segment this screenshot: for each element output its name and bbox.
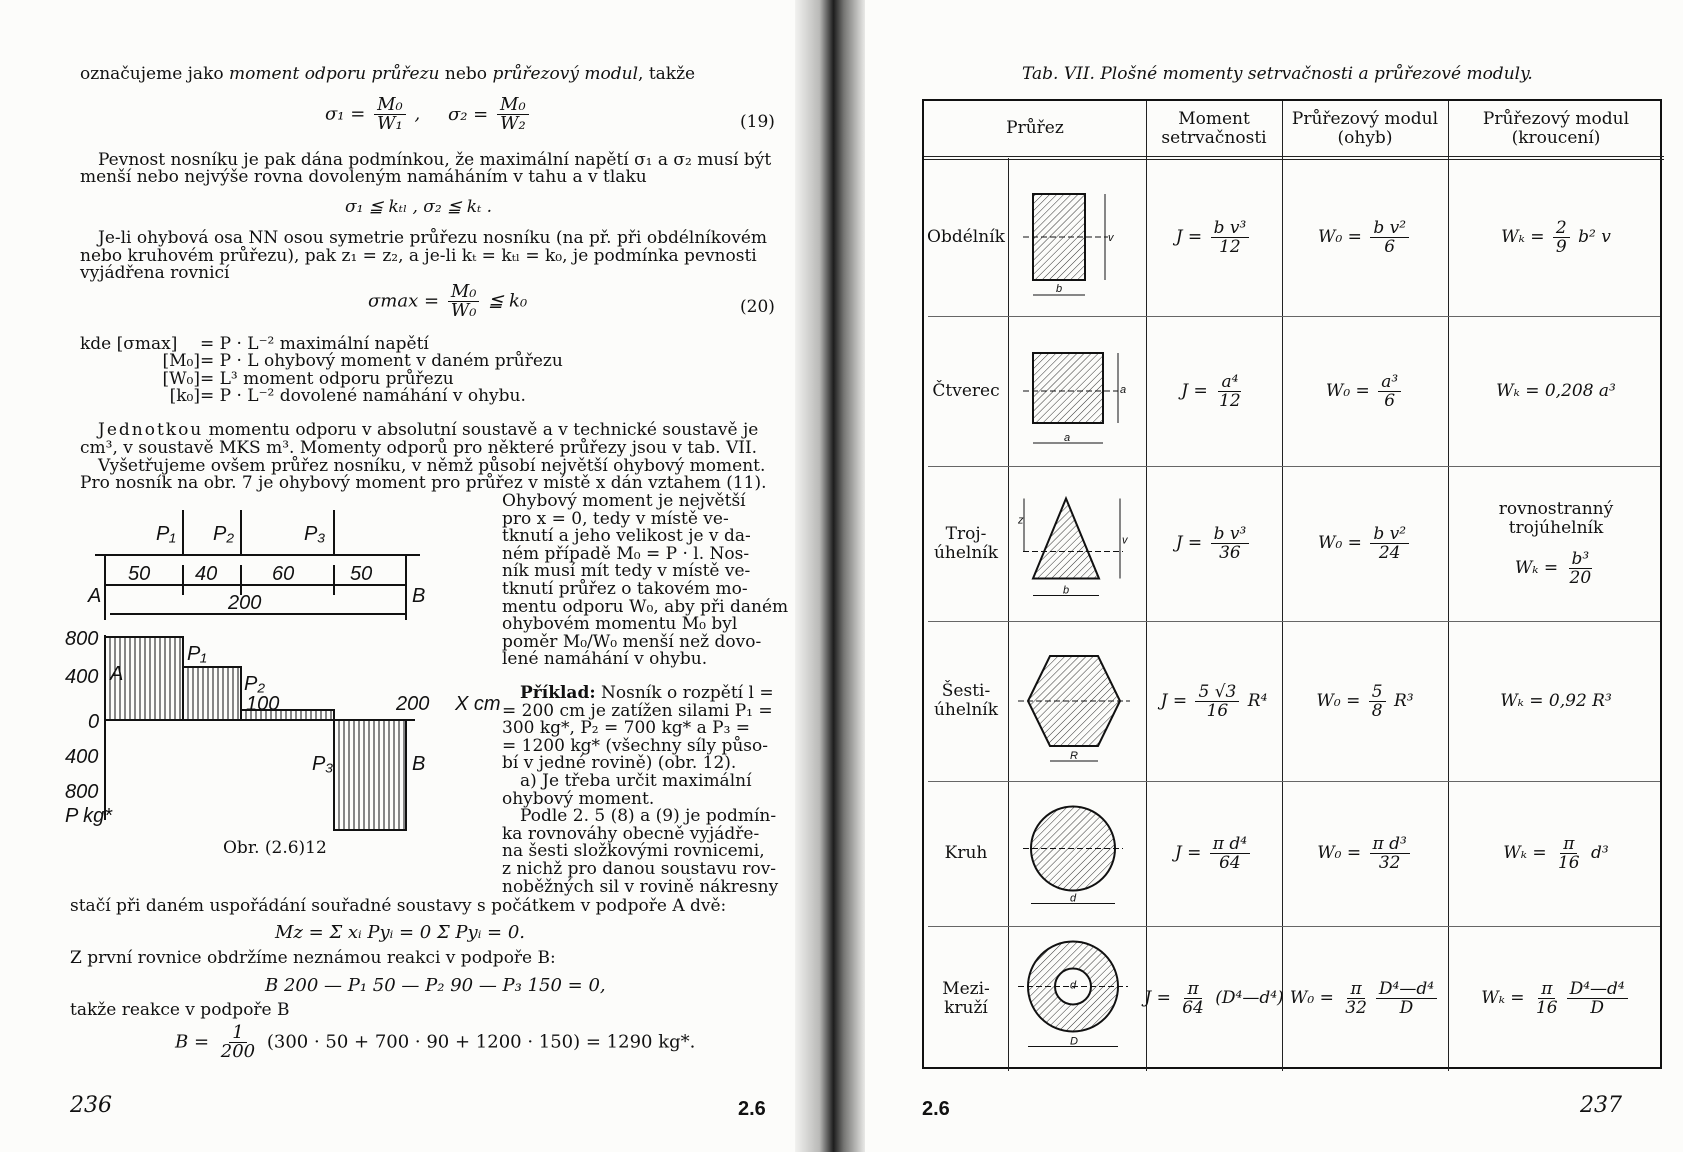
support-label: A (88, 585, 102, 607)
cross-section-drawing (1008, 316, 1146, 466)
equation-moment: Mz = Σ xᵢ Pyᵢ = 0 Σ Pyᵢ = 0. (275, 922, 526, 943)
section-modulus-torsion: Wₖ = 0,92 R³ (1500, 690, 1612, 711)
span-label: 60 (272, 563, 295, 585)
paragraph-5: Z první rovnice obdržíme neznámou reakci v podpoře B: (70, 948, 556, 968)
unit-row: [M₀]= P · L ohybový moment v daném průřezu (162, 351, 563, 371)
svg-text:b: b (1063, 584, 1070, 597)
section-modulus-bending: W₀ = $\frac{\text{b v²}}{6}$ (1282, 158, 1448, 316)
section-modulus-torsion: rovnostranný trojúhelník Wₖ = $\frac{\text{b³}}{20}$ (1498, 499, 1614, 588)
svg-text:d: d (1070, 979, 1077, 992)
diagram-label: P₂ (244, 673, 265, 695)
span-label: 40 (195, 563, 218, 585)
right-column-line: pro x = 0, tedy v místě ve- (502, 508, 729, 529)
example-line: noběžných sil v rovině nákresny (502, 876, 779, 897)
example-line: ohybový moment. (502, 788, 655, 809)
paragraph-2-line-3: vyjádřena rovnicí (80, 263, 230, 283)
section-modulus-bending: W₀ = $\frac{\text{π d³}}{32}$ (1282, 781, 1448, 926)
figure-caption: Obr. (2.6)12 (223, 838, 327, 858)
equation-number-19: (19) (740, 112, 775, 132)
moment-of-inertia: J = $\frac{\text{π d⁴}}{64}$ (1146, 781, 1282, 926)
y-tick: 400 (65, 666, 99, 688)
svg-text:a: a (1064, 432, 1071, 444)
cross-section-name: Čtverec (932, 380, 1000, 401)
span-label: 50 (350, 563, 373, 585)
equation-number-20: (20) (740, 297, 775, 317)
equation-reaction: B 200 — P₁ 50 — P₂ 90 — P₃ 150 = 0, (265, 975, 606, 996)
example-line: ka rovnováhy obecně vyjádře- (502, 823, 760, 844)
column-header: Moment setrvačnosti (1161, 108, 1267, 148)
total-span-label: 200 (228, 592, 262, 614)
svg-text:b: b (1056, 283, 1063, 295)
example-line: z nichž pro danou soustavu rov- (502, 859, 777, 879)
support-label: B (412, 585, 426, 607)
cross-section-drawing (1008, 926, 1146, 1071)
section-modulus-bending: W₀ = $\frac{\pi}{32}$ $\frac{\text{D⁴—d⁴}}{D}$ (1282, 926, 1448, 1071)
paragraph-2-line-1: Je-li ohybová osa NN osou symetrie průřezu nosníku (na př. při obdélníkovém (98, 228, 768, 248)
section-modulus-bending: W₀ = $\frac{5}{8}$ R³ (1316, 681, 1414, 721)
diagram-label: A (110, 663, 124, 685)
diagram-label: P₃ (312, 753, 334, 775)
section-modulus-torsion: Wₖ = $\frac{2}{9}$ b² v (1501, 217, 1611, 257)
diagram-label: P₁ (187, 643, 207, 665)
right-column-line: ohybovém momentu M₀ byl (502, 614, 738, 635)
table-title: Tab. VII. Plošné momenty setrvačnosti a průřezové moduly. (1022, 64, 1533, 84)
moment-of-inertia: J = $\frac{\text{b v³}}{12}$ (1146, 158, 1282, 316)
cross-section-drawing (1008, 158, 1146, 316)
force-label: P₂ (213, 523, 234, 545)
example-line: 300 kg*, P₂ = 700 kg* a P₃ = (502, 718, 751, 739)
right-column-line: ník musí mít tedy v místě ve- (502, 561, 751, 582)
example-line: = 200 cm je zatížen silami P₁ = (502, 700, 773, 721)
units-paragraph-line-2: cm³, v soustavě MKS m³. Momenty odporů pro některé průřezy jsou v tab. VII. (80, 438, 758, 458)
header-divider (924, 156, 1664, 157)
section-modulus-bending: W₀ = $\frac{\text{b v²}}{24}$ (1282, 466, 1448, 621)
right-column-line: Ohybový moment je největší (502, 491, 746, 511)
diagram-label: B (412, 753, 426, 775)
section-modulus-torsion: Wₖ = 0,208 a³ (1496, 380, 1616, 401)
moment-of-inertia: J = $\frac{\text{a⁴}}{12}$ (1181, 371, 1241, 411)
moment-of-inertia: J = $\frac{\pi}{64}$ (D⁴—d⁴) (1144, 979, 1284, 1018)
svg-text:d: d (1070, 892, 1077, 905)
paragraph-3-line-1: Vyšetřujeme ovšem průřez nosníku, v němž působí největší ohybový moment. (98, 456, 766, 476)
paragraph-1-line-2: menší nebo nejvýše rovna dovoleným namáháním v tahu a v tlaku (80, 167, 647, 187)
intro-line: označujeme jako moment odporu průřezu nebo průřezový modul, takže (80, 64, 696, 84)
paragraph-3-line-2: Pro nosník na obr. 7 je ohybový moment pro průřez v místě x dán vztahem (11). (80, 473, 767, 493)
cross-section-name: Kruh (944, 843, 988, 863)
section-modulus-torsion: Wₖ = $\frac{\pi}{16}$ d³ (1503, 834, 1609, 873)
equation-final: B = $\frac{1}{200}$ (300 · 50 + 700 · 90 + 1200 · 150) = 1290 kg*. (175, 1022, 696, 1062)
right-column-line: tknutí a jeho velikost je v da- (502, 526, 751, 547)
force-label: P₁ (156, 523, 176, 545)
svg-text:v: v (1108, 232, 1114, 244)
x-axis-label: X cm (455, 693, 501, 715)
right-column-line: poměr M₀/W₀ menší než dovo- (502, 631, 762, 652)
span-label: 50 (128, 563, 151, 585)
moment-of-inertia: J = $\frac{\text{b v³}}{36}$ (1146, 466, 1282, 621)
column-header: Průřez (1006, 118, 1064, 138)
y-tick: 400 (65, 746, 99, 768)
column-header: Průřezový modul (ohyb) (1291, 108, 1439, 148)
svg-text:D: D (1070, 1035, 1078, 1048)
example-line: = 1200 kg* (všechny síly půso- (502, 735, 768, 756)
example-line: a) Je třeba určit maximální (520, 771, 752, 791)
cross-section-name: Mezi- kruží (942, 978, 990, 1018)
unit-row: [k₀]= P · L⁻² dovolené namáhání v ohybu. (169, 386, 526, 406)
cross-section-drawing (1008, 621, 1146, 781)
paragraph-4: stačí při daném uspořádání souřadné soustavy s počátkem v podpoře A dvě: (70, 896, 727, 916)
y-tick: 800 (65, 628, 99, 650)
example-line: bí v jedné rovině) (obr. 12). (502, 753, 737, 774)
section-right: 2.6 (922, 1098, 950, 1120)
unit-row: [W₀]= L³ moment odporu průřezu (162, 369, 454, 389)
cross-section-drawing (1008, 466, 1146, 621)
equation-19: σ₁ = $\frac{\text{M₀}}{\text{W₁}}$ , σ₂ = $\frac{\text{M₀}}{\text{W₂}}$ (325, 96, 532, 133)
paragraph-6: takže reakce v podpoře B (70, 1000, 290, 1020)
y-axis-label: P kg* (65, 805, 113, 827)
right-column-line: lené namáhání v ohybu. (502, 649, 708, 670)
inequality: σ₁ ≦ kₜₗ , σ₂ ≦ kₜ . (345, 197, 493, 217)
units-paragraph-line-1: Jednotkou momentu odporu v absolutní soustavě a v technické soustavě je (98, 420, 759, 440)
book-gutter (795, 0, 865, 1152)
right-column-line: ném případě M₀ = P · l. Nos- (502, 543, 750, 564)
y-tick: 800 (65, 781, 99, 803)
paragraph-1-line-1: Pevnost nosníku je pak dána podmínkou, že maximální napětí σ₁ a σ₂ musí být (98, 150, 772, 170)
unit-row: kde [σmax] = P · L⁻² maximální napětí (80, 334, 429, 354)
svg-text:R: R (1070, 750, 1078, 762)
cross-section-name: Šesti- úhelník (933, 681, 999, 720)
svg-text:a: a (1120, 384, 1127, 396)
right-column-line: mentu odporu W₀, aby při daném (502, 596, 789, 617)
section-left: 2.6 (738, 1098, 766, 1120)
x-tick: 200 (396, 693, 430, 715)
folio-left: 236 (70, 1093, 112, 1118)
column-header: Průřezový modul (kroucení) (1482, 108, 1630, 148)
x-tick: 100 (246, 693, 280, 715)
example-line: Příklad: Nosník o rozpětí l = (520, 683, 774, 703)
equation-20: σmax = $\frac{\text{M₀}}{\text{W₀}}$ ≦ k₀ (368, 281, 528, 321)
folio-right: 237 (1580, 1093, 1622, 1118)
section-modulus-torsion: Wₖ = $\frac{\pi}{16}$ $\frac{\text{D⁴—d⁴}}{D}$ (1448, 926, 1664, 1071)
beam-figure (60, 500, 501, 845)
section-modulus-bending: W₀ = $\frac{\text{a³}}{6}$ (1282, 316, 1448, 466)
svg-text:v: v (1122, 534, 1128, 547)
example-line: Podle 2. 5 (8) a (9) je podmín- (520, 806, 777, 827)
y-tick: 0 (88, 711, 100, 733)
cross-section-name: Obdélník (927, 226, 1005, 247)
right-column-line: tknutí průřez o takovém mo- (502, 579, 748, 599)
table-vii (922, 99, 1662, 1069)
force-label: P₃ (304, 523, 326, 545)
cross-section-drawing (1008, 781, 1146, 926)
svg-text:z: z (1018, 514, 1024, 527)
moment-of-inertia: J = $\frac{5 √3}{16}$ R⁴ (1160, 681, 1268, 721)
example-line: na šesti složkovými rovnicemi, (502, 841, 765, 862)
paragraph-2-line-2: nebo kruhovém průřezu), pak z₁ = z₂, a je-li kₜ = kₜₗ = k₀, je podmínka pevnosti (80, 246, 757, 266)
cross-section-name: Troj- úhelník (933, 523, 999, 563)
